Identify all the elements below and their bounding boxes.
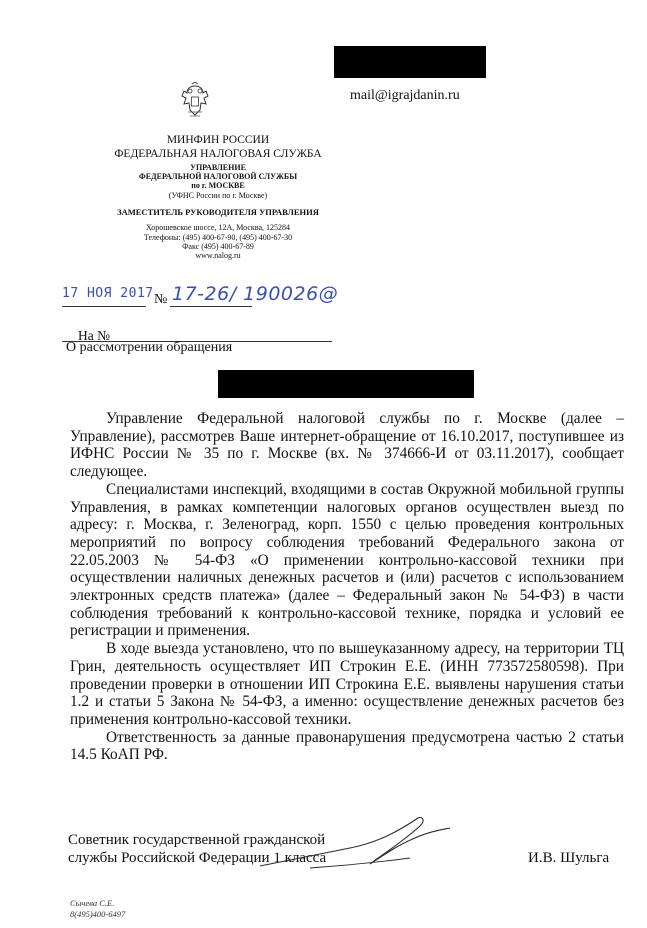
number-sign: № xyxy=(154,292,168,307)
body-paragraph-1: Управление Федеральной налоговой службы по г. Москве (далее – Управление), рассмотрев Ваше интернет-обращение от 16.10.2017, поступившее из ИФНС России № 35 по г. Москве (вх. № 374666-И от 03.11.2017), сообщает следующее. xyxy=(70,410,624,481)
handwritten-signature xyxy=(250,808,480,878)
redacted-recipient-box xyxy=(334,46,486,78)
registration-date-stamp: 17 НОЯ 2017 xyxy=(62,286,154,301)
website-line: www.nalog.ru xyxy=(195,251,241,260)
letter-subject: О рассмотрении обращения xyxy=(66,340,233,355)
registration-number-handwritten: 17-26/ 190026@ xyxy=(172,283,339,305)
signatory-name: И.В. Шульга xyxy=(528,850,610,866)
coat-of-arms-emblem xyxy=(178,82,212,120)
department-abbreviation: (УФНС России по г. Москве) xyxy=(168,191,268,200)
number-underline xyxy=(170,306,252,307)
signatory-title-line-2: службы Российской Федерации 1 класса xyxy=(68,850,327,866)
signatory-title-line-1: Советник государственной гражданской xyxy=(68,832,326,848)
department-line-3: по г. МОСКВЕ xyxy=(191,181,245,190)
department-line-1: УПРАВЛЕНИЕ xyxy=(190,163,246,172)
executor-name: Сычева С.Е. xyxy=(70,898,115,908)
service-name: ФЕДЕРАЛЬНАЯ НАЛОГОВАЯ СЛУЖБА xyxy=(114,148,322,160)
body-paragraph-3: В ходе выезда установлено, что по вышеуказанному адресу, на территории ТЦ Грин, деятельность осуществляет ИП Строкин Е.Е. (ИНН 773572580598). При проведении проверки в отношении ИП Строкина Е.Е. выявлены нарушения статьи 1.2 и статьи 5 Закона № 54-ФЗ, а именно: осуществление денежных расчетов без применения контрольно-кассовой техники. xyxy=(70,640,624,728)
redacted-name-box xyxy=(218,370,474,398)
fax-line: Факс (495) 400-67-89 xyxy=(182,242,254,251)
letter-body xyxy=(70,410,624,764)
body-paragraph-2: Специалистами инспекций, входящими в состав Окружной мобильной группы Управления, в рамках компетенции налоговых органов осуществлен выезд по адресу: г. Москва, г. Зеленоград, корп. 1550 с целью проведения контрольных мероприятий по вопросу соблюдения требований Федерального закона от 22.05.2003 № 54-ФЗ «О применении контрольно-кассовой техники при осуществлении наличных денежных расчетов и (или) расчетов с использованием электронных средств платежа» (далее – Федеральный закон № 54-ФЗ) в части соблюдения требований к контрольно-кассовой технике, порядка и условий ее регистрации и применения. xyxy=(70,480,624,640)
address-line: Хорошевское шоссе, 12А, Москва, 125284 xyxy=(145,223,291,232)
date-underline xyxy=(62,306,146,307)
body-paragraph-4: Ответственность за данные правонарушения предусмотрена частью 2 статьи 14.5 КоАП РФ. xyxy=(70,728,624,764)
reference-number-label: На № xyxy=(78,328,110,343)
ministry-name: МИНФИН РОССИИ xyxy=(166,134,270,146)
executor-phone: 8(495)400-6497 xyxy=(70,909,126,919)
department-line-2: ФЕДЕРАЛЬНОЙ НАЛОГОВОЙ СЛУЖБЫ xyxy=(138,172,298,181)
signatory-position: ЗАМЕСТИТЕЛЬ РУКОВОДИТЕЛЯ УПРАВЛЕНИЯ xyxy=(117,207,319,217)
recipient-email: mail@igrajdanin.ru xyxy=(350,88,460,103)
phones-line: Телефоны: (495) 400-67-90, (495) 400-67-30 xyxy=(143,233,293,242)
